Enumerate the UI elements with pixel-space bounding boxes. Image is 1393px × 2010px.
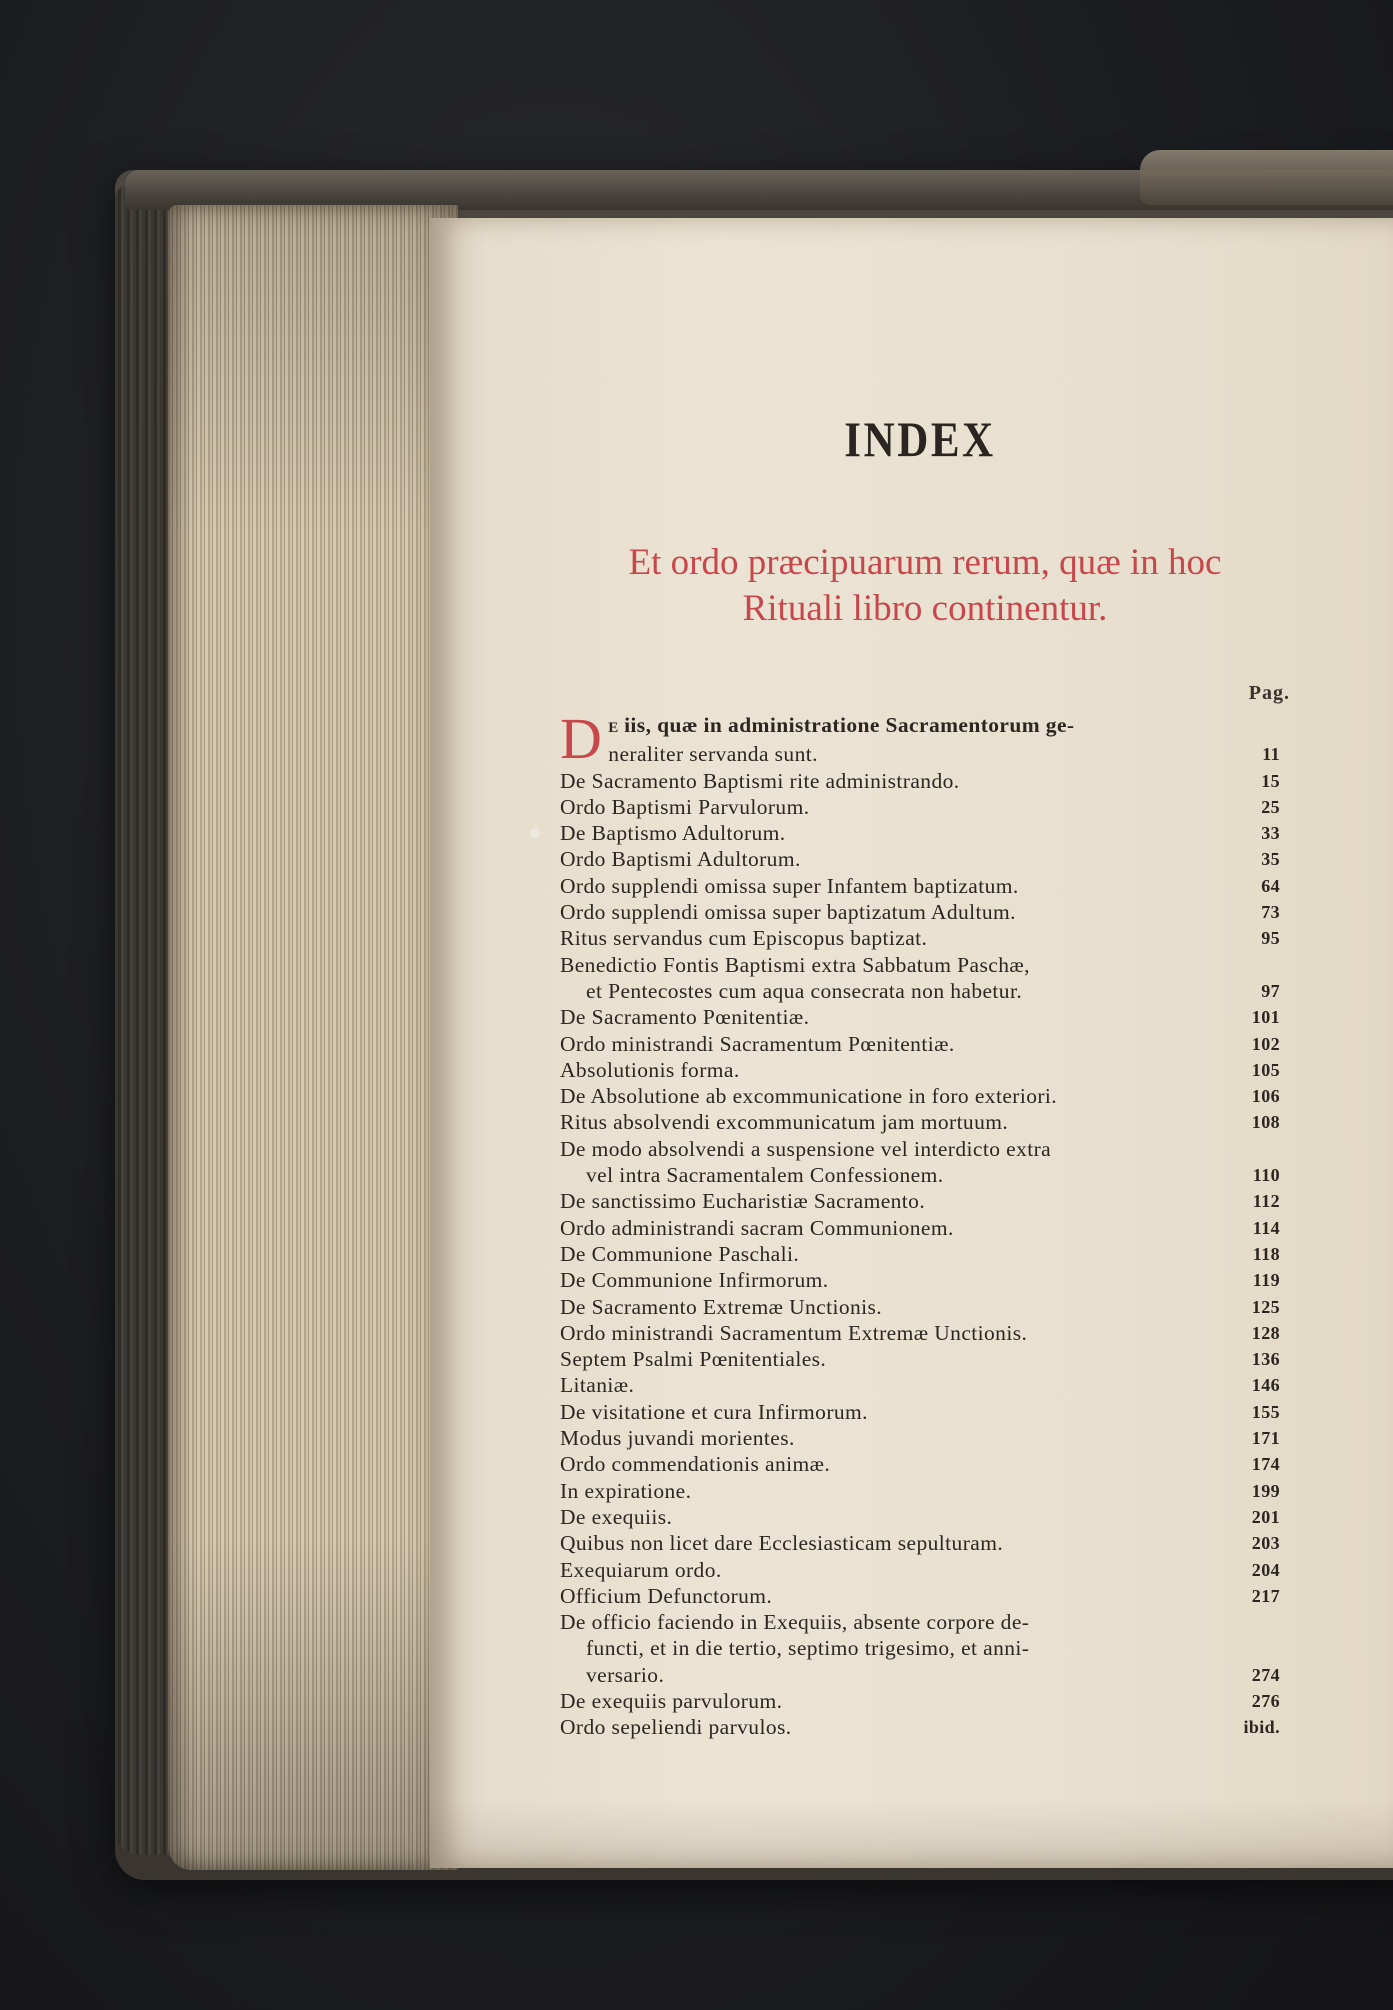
entry-page-number: 110 — [1252, 1165, 1280, 1186]
entry-title: Ordo Baptismi Adultorum. — [560, 847, 801, 872]
page-subtitle — [530, 540, 1320, 632]
entry-page-number: 95 — [1261, 928, 1280, 949]
subtitle-line-1: Et ordo præcipuarum rerum, quæ in hoc — [628, 542, 1222, 583]
index-entry — [560, 1504, 1280, 1530]
entry-title: De sanctissimo Eucharistiæ Sacramento. — [560, 1189, 926, 1214]
index-entry — [560, 1057, 1280, 1083]
page-bottom-shade — [430, 1800, 1393, 1868]
entry-page-number: ibid. — [1243, 1717, 1280, 1738]
index-entry — [560, 925, 1280, 951]
entry-title: Exequiarum ordo. — [560, 1557, 722, 1582]
entry-title: Ordo commendationis animæ. — [560, 1452, 831, 1477]
entry-title: Ordo sepeliendi parvulos. — [560, 1715, 792, 1740]
index-entry — [560, 899, 1280, 925]
entry-page-number: 105 — [1251, 1059, 1280, 1080]
entry-page-number: 15 — [1261, 770, 1280, 791]
entry-page-number: 136 — [1251, 1349, 1280, 1370]
entry-page-number: 199 — [1251, 1480, 1280, 1501]
entry-title: In expiratione. — [560, 1478, 692, 1503]
entry-page-number: 171 — [1251, 1428, 1280, 1449]
entry-continuation: versario. — [586, 1662, 665, 1687]
index-entries-list — [560, 706, 1280, 1741]
entry-continuation: neraliter servanda sunt. — [608, 742, 818, 767]
index-entry — [560, 1583, 1280, 1609]
entry-page-number: 203 — [1251, 1533, 1280, 1554]
drop-cap-rest: E — [608, 720, 625, 736]
entry-title: Ordo ministrandi Sacramentum Pœnitentiæ. — [560, 1031, 955, 1056]
entry-title: De Sacramento Extremæ Unctionis. — [560, 1294, 883, 1319]
entry-title: De modo absolvendi a suspensione vel interdicto extra — [560, 1136, 1052, 1161]
index-entry — [560, 1083, 1280, 1109]
entry-title: Litaniæ. — [560, 1373, 635, 1398]
index-entry — [560, 1320, 1280, 1346]
entry-title: Ritus servandus cum Episcopus baptizat. — [560, 926, 928, 951]
entry-title: Benedictio Fontis Baptismi extra Sabbatum Paschæ, — [560, 952, 1030, 977]
entry-title: Absolutionis forma. — [560, 1057, 740, 1082]
index-entry — [560, 952, 1280, 1005]
subtitle-line-2: Rituali libro continentur. — [742, 588, 1108, 629]
entry-title: Ordo supplendi omissa super Infantem baptizatum. — [560, 873, 1019, 898]
index-entry — [560, 1609, 1280, 1688]
index-entry — [560, 1136, 1280, 1189]
entry-title: Quibus non licet dare Ecclesiasticam sepulturam. — [560, 1531, 1004, 1556]
entry-title: E iis, quæ in administratione Sacramentorum ge- — [608, 713, 1075, 737]
index-entry — [560, 1004, 1280, 1030]
index-entry — [560, 1372, 1280, 1398]
entry-title: De Absolutione ab excommunicatione in foro exteriori. — [560, 1084, 1058, 1109]
entry-title: Modus juvandi morientes. — [560, 1426, 795, 1451]
entry-page-number: 274 — [1251, 1664, 1280, 1685]
index-entry — [560, 1688, 1280, 1714]
entry-page-number: 125 — [1251, 1296, 1280, 1317]
page-title: INDEX — [844, 411, 996, 467]
index-entry — [560, 1346, 1280, 1372]
index-entry — [560, 820, 1280, 846]
entry-title: Ordo ministrandi Sacramentum Extremæ Unctionis. — [560, 1320, 1028, 1345]
entry-page-number: 35 — [1261, 849, 1280, 870]
drop-cap: D — [560, 706, 603, 771]
index-entry — [560, 706, 1280, 771]
index-entry — [560, 1109, 1280, 1135]
index-entry — [560, 794, 1280, 820]
entry-title: De exequiis parvulorum. — [560, 1688, 783, 1713]
entry-page-number: 114 — [1252, 1217, 1280, 1238]
index-entry — [560, 768, 1280, 794]
entry-title: Septem Psalmi Pœnitentiales. — [560, 1347, 827, 1372]
entry-title: Officium Defunctorum. — [560, 1583, 773, 1608]
page-edges-shade — [168, 205, 458, 1870]
entry-title: De Communione Infirmorum. — [560, 1268, 829, 1293]
entry-page-number: 118 — [1252, 1243, 1280, 1264]
entry-page-number: 108 — [1251, 1112, 1280, 1133]
entry-title: Ordo supplendi omissa super baptizatum Adultum. — [560, 900, 1016, 925]
entry-continuation: functi, et in die tertio, septimo trigesimo, et anni- — [586, 1636, 1030, 1661]
entry-title: De Sacramento Pœnitentiæ. — [560, 1005, 810, 1030]
entry-title: De officio faciendo in Exequiis, absente corpore de- — [560, 1610, 1030, 1635]
entry-page-number: 106 — [1251, 1086, 1280, 1107]
index-entry — [560, 873, 1280, 899]
entry-page-number: 217 — [1251, 1585, 1280, 1606]
paper-speck — [530, 828, 540, 838]
index-entry — [560, 846, 1280, 872]
index-entry — [560, 1530, 1280, 1556]
page-column-label: Pag. — [1248, 682, 1290, 704]
entry-title: De exequiis. — [560, 1504, 673, 1529]
entry-continuation: vel intra Sacramentalem Confessionem. — [586, 1163, 944, 1188]
entry-page-number: 119 — [1252, 1270, 1280, 1291]
worn-cover-corner — [1140, 150, 1393, 205]
entry-page-number: 155 — [1251, 1401, 1280, 1422]
entry-title: De Baptismo Adultorum. — [560, 821, 786, 846]
entry-page-number: 33 — [1261, 823, 1280, 844]
entry-title: Ordo administrandi sacram Communionem. — [560, 1215, 954, 1240]
entry-page-number: 25 — [1261, 796, 1280, 817]
index-entry — [560, 1294, 1280, 1320]
entry-page-number: 174 — [1251, 1454, 1280, 1475]
index-entry — [560, 1241, 1280, 1267]
index-entry — [560, 1215, 1280, 1241]
entry-title: De Sacramento Baptismi rite administrando. — [560, 768, 960, 793]
entry-page-number: 101 — [1251, 1007, 1280, 1028]
index-entry — [560, 1451, 1280, 1477]
entry-page-number: 64 — [1261, 875, 1280, 896]
entry-title: De visitatione et cura Infirmorum. — [560, 1399, 868, 1424]
entry-page-number: 204 — [1251, 1559, 1280, 1580]
entry-page-number: 146 — [1251, 1375, 1280, 1396]
entry-page-number: 102 — [1251, 1033, 1280, 1054]
index-entry — [560, 1267, 1280, 1293]
entry-page-number: 73 — [1261, 902, 1280, 923]
entry-page-number: 128 — [1251, 1322, 1280, 1343]
index-entry — [560, 1557, 1280, 1583]
entry-page-number: 112 — [1252, 1191, 1280, 1212]
index-entry — [560, 1425, 1280, 1451]
entry-continuation: et Pentecostes cum aqua consecrata non habetur. — [586, 978, 1023, 1003]
entry-page-number: 201 — [1251, 1506, 1280, 1527]
index-entry — [560, 1399, 1280, 1425]
entry-page-number: 11 — [1262, 744, 1280, 765]
entry-page-number: 276 — [1251, 1690, 1280, 1711]
entry-title: Ordo Baptismi Parvulorum. — [560, 794, 810, 819]
index-entry — [560, 1031, 1280, 1057]
entry-title: De Communione Paschali. — [560, 1241, 800, 1266]
entry-title: Ritus absolvendi excommunicatum jam mortuum. — [560, 1110, 1009, 1135]
entry-page-number: 97 — [1261, 980, 1280, 1001]
index-entry — [560, 1478, 1280, 1504]
index-entry — [560, 1714, 1280, 1740]
index-entry — [560, 1188, 1280, 1214]
